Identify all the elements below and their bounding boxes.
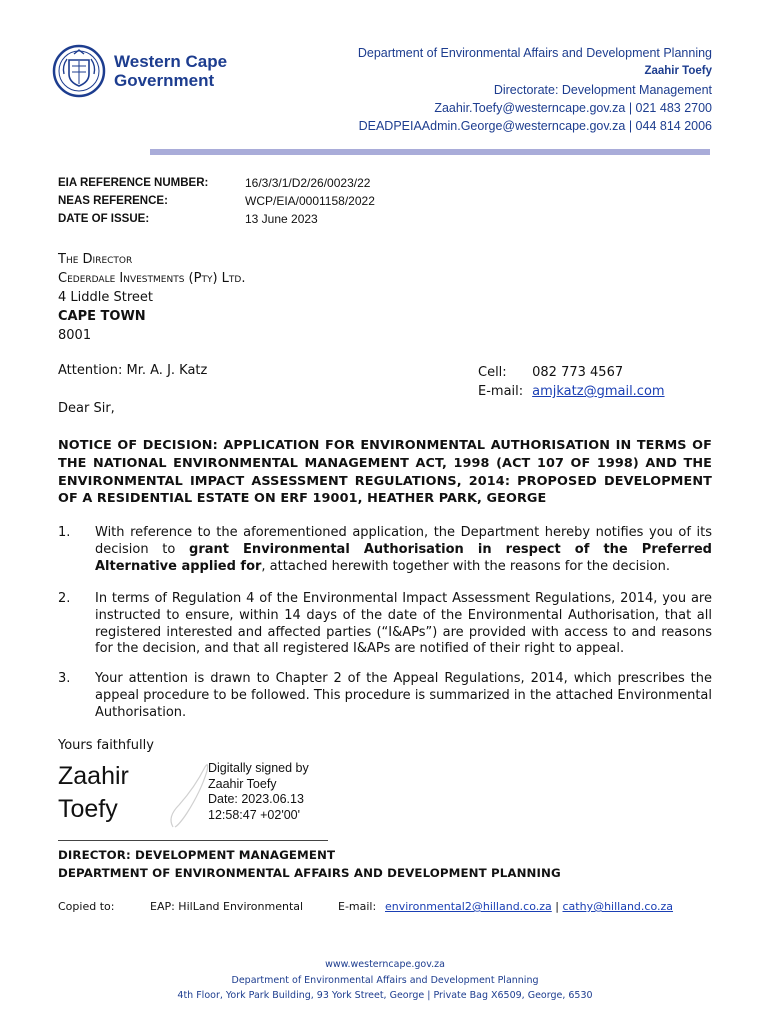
footer-website: www.westerncape.gov.za [325,959,445,970]
letterhead-contact [358,44,712,135]
signatory-title-1: DIRECTOR: DEVELOPMENT MANAGEMENT [58,848,336,862]
signature-first-name: Zaahir [58,762,129,790]
copied-email-label: E-mail: [338,900,377,913]
reference-row [58,192,375,210]
paragraph-text-post: , attached herewith together with the reasons for the decision. [261,558,670,574]
paragraph [58,671,712,721]
header-name: Zaahir Toefy [644,65,712,78]
signature-name [58,760,129,826]
address-line-3: 4 Liddle Street [58,290,154,305]
address-line-5: 8001 [58,328,92,343]
reference-label: DATE OF ISSUE: [58,213,150,225]
copied-email-link-1[interactable]: environmental2@hilland.co.za [385,900,552,913]
reference-label: NEAS REFERENCE: [58,195,168,207]
cell-number: 082 773 4567 [532,365,624,380]
footer-department: Department of Environmental Affairs and Development Planning [231,974,539,986]
copied-email-link-2[interactable]: cathy@hilland.co.za [562,900,674,913]
address-line-2: Cederdale Investments (Pty) Ltd. [58,271,246,286]
paragraph-text: Your attention is drawn to Chapter 2 of the Appeal Regulations, 2014, which prescribes the appeal procedure to be followed. This procedure is summarized in the attached Environmental Authorisation. [95,671,712,720]
logo-line-2: Government [114,71,215,90]
signatory-title [58,847,561,882]
header-contact-1: Zaahir.Toefy@westerncape.gov.za | 021 483 2700 [434,100,712,115]
header-contact-2: DEADPEIAAdmin.George@westerncape.gov.za | 044 814 2006 [358,119,712,134]
salutation: Dear Sir, [58,401,115,416]
signature-line [58,840,328,841]
signature-detail-4: 12:58:47 +02'00' [208,807,301,822]
copied-separator: | [555,900,559,913]
paragraph-text-bold: grant Environmental Authorisation in respect of the Preferred Alternative applied for [95,541,712,574]
header-directorate: Directorate: Development Management [493,82,712,97]
cell-label: Cell: [478,365,507,380]
page-footer [0,957,770,1004]
recipient-email-link[interactable]: amjkatz@gmail.com [532,384,665,399]
digital-signature-details [208,761,309,823]
copied-emails [385,900,673,913]
paragraph-number: 3. [58,671,71,686]
subject-heading: NOTICE OF DECISION: APPLICATION FOR ENVIRONMENTAL AUTHORISATION IN TERMS OF THE NATIONAL ENVIRONMENTAL MANAGEMENT ACT, 1998 (ACT 107 OF 1998) AND THE ENVIRONMENTAL IMPACT ASSESSMENT REGULATIONS, 2014: PROPOSED DEVELOPMENT OF A RESIDENTIAL ESTATE ON ERF 19001, HEATHER PARK, GEORGE [58,438,712,507]
letterhead-divider [150,149,710,155]
reference-label: EIA REFERENCE NUMBER: [58,177,209,189]
paragraph [58,591,712,658]
signatory-title-2: DEPARTMENT OF ENVIRONMENTAL AFFAIRS AND DEVELOPMENT PLANNING [58,865,561,880]
paragraph-number: 1. [58,525,71,540]
header-department: Department of Environmental Affairs and Development Planning [357,46,712,60]
signature-detail-3: Date: 2023.06.13 [208,792,304,807]
government-logo [52,44,252,100]
paragraph-text [95,525,712,575]
address-line-4: CAPE TOWN [58,309,146,324]
reference-block [58,174,375,228]
copied-party: EAP: HilLand Environmental [150,900,304,913]
recipient-address [58,250,245,345]
address-line-1: The Director [58,252,133,267]
reference-row [58,174,375,192]
paragraph-number: 2. [58,591,71,606]
signature-last-name: Toefy [58,795,118,823]
reference-value: WCP/EIA/0001158/2022 [245,194,375,208]
reference-row [58,210,375,228]
email-label: E-mail: [478,384,524,399]
logo-wordmark [114,52,227,90]
attention-line: Attention: Mr. A. J. Katz [58,363,208,378]
reference-value: 13 June 2023 [245,212,318,226]
paragraph-text-pre: With reference to the aforementioned application, the Department hereby notifies you of its decision to [95,525,712,557]
signature-detail-2: Zaahir Toefy [208,776,277,791]
recipient-contact [478,363,665,401]
reference-value: 16/3/3/1/D2/26/0023/22 [245,176,371,190]
closing-line: Yours faithfully [58,738,154,753]
logo-line-1: Western Cape [114,52,228,71]
coat-of-arms-icon [52,44,106,98]
signature-detail-1: Digitally signed by [208,761,309,775]
footer-address: 4th Floor, York Park Building, 93 York Street, George | Private Bag X6509, George, 6530 [177,990,593,1001]
paragraph [58,525,712,575]
copied-label: Copied to: [58,900,115,913]
paragraph-text: In terms of Regulation 4 of the Environmental Impact Assessment Regulations, 2014, you are instructed to ensure, within 14 days of the date of the Environmental Authorisation, that all registered interested and affected parties (“I&APs”) are provided with access to and reasons for the decision, and that all registered I&APs are notified of their right to appeal. [95,591,712,657]
